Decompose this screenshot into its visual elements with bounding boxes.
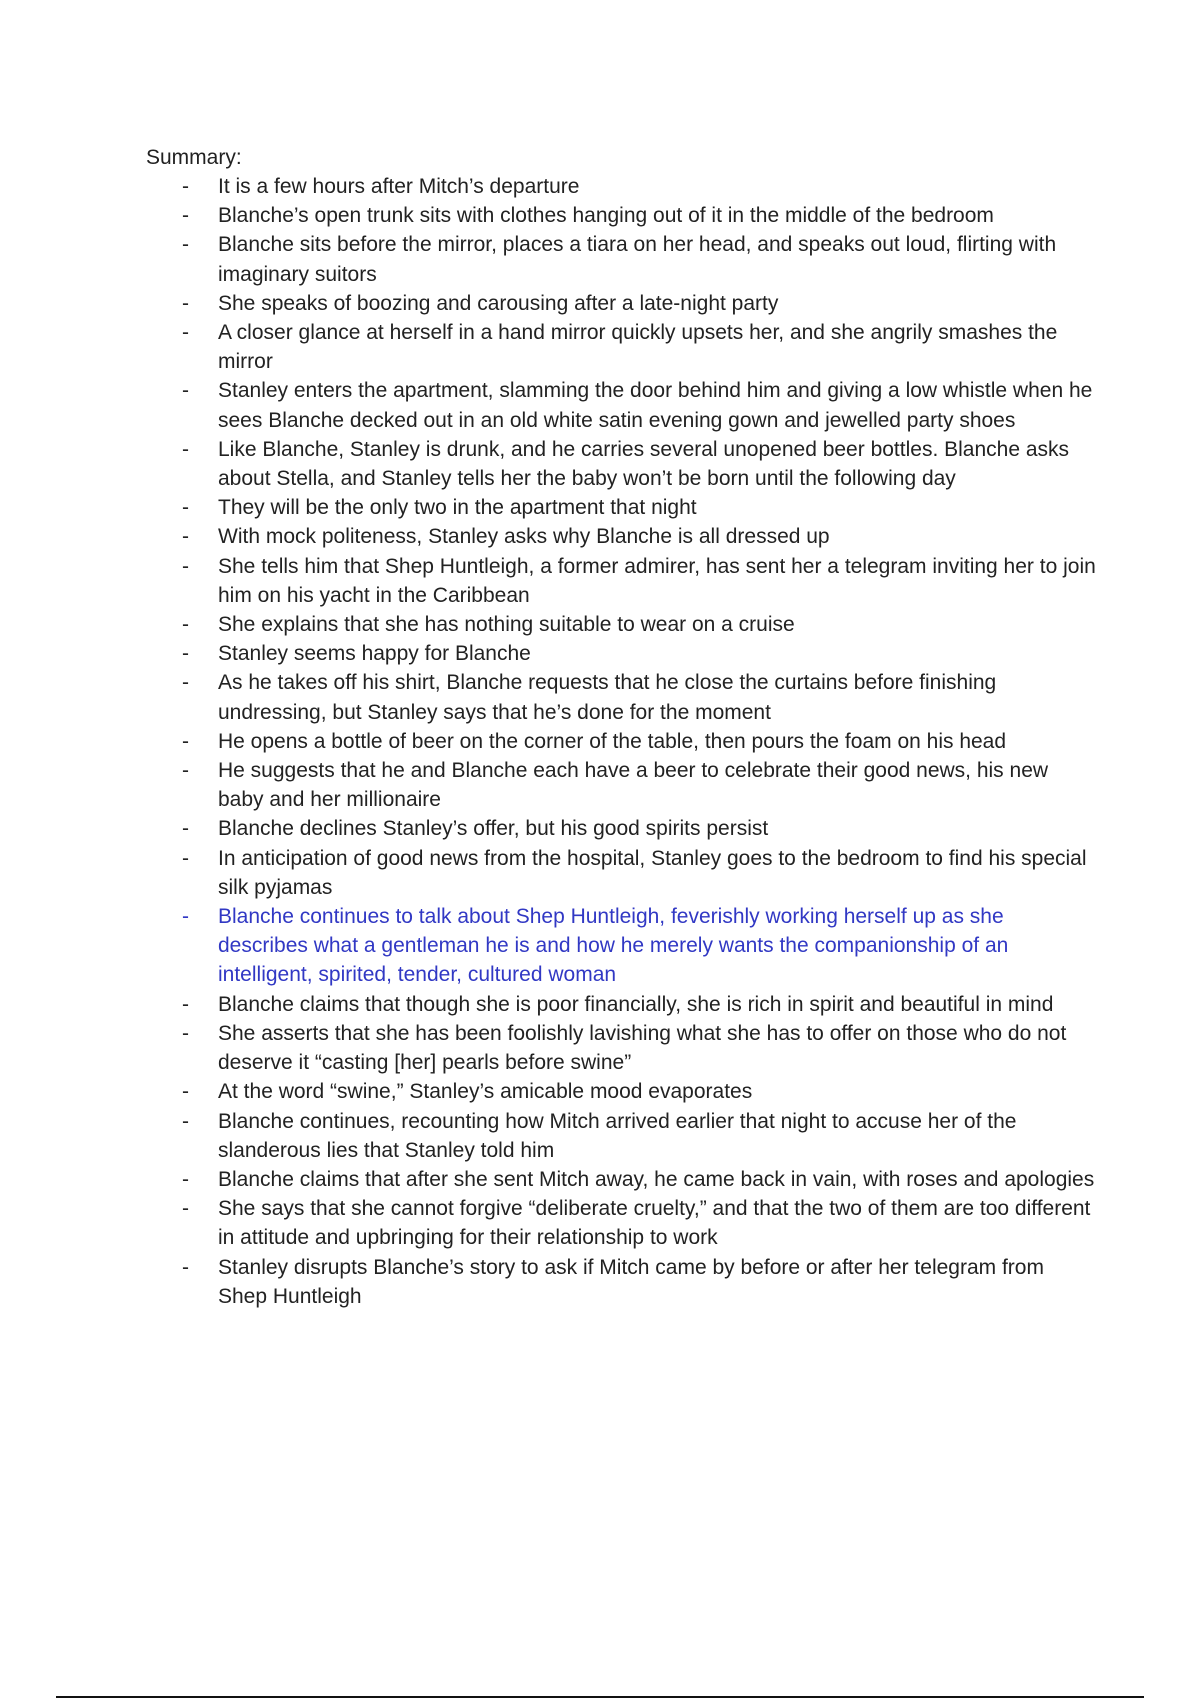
summary-bullet-item [146, 522, 1096, 551]
bullet-text: He suggests that he and Blanche each have a beer to celebrate their good news, his new baby and her millionaire [218, 759, 1049, 812]
bullet-dash: - [182, 846, 189, 870]
bullet-text: Blanche claims that though she is poor financially, she is rich in spirit and beautiful in mind [218, 992, 1054, 1016]
summary-bullet-list [146, 172, 1096, 1311]
bullet-text: He opens a bottle of beer on the corner of the table, then pours the foam on his head [218, 729, 1007, 753]
bullet-dash: - [182, 554, 189, 578]
summary-bullet-item [146, 990, 1096, 1019]
bullet-text: She says that she cannot forgive “deliberate cruelty,” and that the two of them are too different in attitude and upbringing for their relationship to work [218, 1197, 1091, 1250]
bullet-dash: - [182, 817, 189, 841]
summary-bullet-item [146, 668, 1096, 726]
bullet-text: Stanley seems happy for Blanche [218, 642, 531, 666]
bullet-text: A closer glance at herself in a hand mirror quickly upsets her, and she angrily smashes the mirror [218, 321, 1058, 374]
bullet-text: She speaks of boozing and carousing after a late-night party [218, 291, 779, 315]
bullet-dash: - [182, 1021, 189, 1045]
bullet-dash: - [182, 1197, 189, 1221]
bullet-dash: - [182, 204, 189, 228]
bullet-text: As he takes off his shirt, Blanche requests that he close the curtains before finishing undressing, but Stanley says that he’s done for the moment [218, 671, 997, 724]
summary-bullet-item [146, 1194, 1096, 1252]
bullet-dash: - [182, 1080, 189, 1104]
bullet-text: Stanley disrupts Blanche’s story to ask if Mitch came by before or after her telegram from Shep Huntleigh [218, 1255, 1044, 1308]
bullet-text: Blanche continues to talk about Shep Huntleigh, feverishly working herself up as she describes what a gentleman he is and how he merely wants the companionship of an intelligent, spirited, tender, cultured woman [218, 905, 1009, 987]
bullet-text: Stanley enters the apartment, slamming the door behind him and giving a low whistle when he sees Blanche decked out in an old white satin evening gown and jewelled party shoes [218, 379, 1093, 432]
summary-bullet-item [146, 639, 1096, 668]
bullet-dash: - [182, 1109, 189, 1133]
bullet-dash: - [182, 379, 189, 403]
bullet-dash: - [182, 759, 189, 783]
summary-bullet-item [146, 201, 1096, 230]
summary-bullet-item [146, 1253, 1096, 1311]
summary-bullet-item [146, 289, 1096, 318]
bullet-text: They will be the only two in the apartment that night [218, 496, 697, 520]
bullet-dash: - [182, 175, 189, 198]
summary-bullet-item [146, 727, 1096, 756]
bullet-dash: - [182, 496, 189, 520]
summary-bullet-item [146, 610, 1096, 639]
summary-bullet-item [146, 318, 1096, 376]
summary-bullet-item [146, 552, 1096, 610]
summary-bullet-item [146, 814, 1096, 843]
summary-bullet-item [146, 172, 1096, 201]
summary-bullet-item [146, 1019, 1096, 1077]
bullet-text: She tells him that Shep Huntleigh, a former admirer, has sent her a telegram inviting her to join him on his yacht in the Caribbean [218, 554, 1096, 607]
bullet-text: Blanche continues, recounting how Mitch arrived earlier that night to accuse her of the slanderous lies that Stanley told him [218, 1109, 1017, 1162]
bullet-dash: - [182, 729, 189, 753]
bullet-text: At the word “swine,” Stanley’s amicable mood evaporates [218, 1080, 753, 1104]
bullet-dash: - [182, 905, 189, 929]
bullet-text: Blanche claims that after she sent Mitch away, he came back in vain, with roses and apologies [218, 1167, 1095, 1191]
bullet-text: Blanche sits before the mirror, places a tiara on her head, and speaks out loud, flirting with imaginary suitors [218, 233, 1057, 286]
summary-bullet-item [146, 1077, 1096, 1106]
bullet-dash: - [182, 1167, 189, 1191]
bullet-text: It is a few hours after Mitch’s departure [218, 175, 580, 198]
bullet-dash: - [182, 525, 189, 549]
bullet-dash: - [182, 437, 189, 461]
bullet-dash: - [182, 1255, 189, 1279]
bullet-dash: - [182, 992, 189, 1016]
bullet-dash: - [182, 291, 189, 315]
summary-bullet-item [146, 844, 1096, 902]
bullet-dash: - [182, 321, 189, 345]
bullet-dash: - [182, 642, 189, 666]
bullet-text: Blanche’s open trunk sits with clothes hanging out of it in the middle of the bedroom [218, 204, 994, 228]
bullet-text: She asserts that she has been foolishly lavishing what she has to offer on those who do not deserve it “casting [her] pearls before swine” [218, 1021, 1067, 1075]
summary-bullet-item [146, 902, 1096, 990]
bullet-text: In anticipation of good news from the hospital, Stanley goes to the bedroom to find his special silk pyjamas [218, 846, 1087, 899]
summary-bullet-item [146, 493, 1096, 522]
bullet-dash: - [182, 613, 189, 637]
bullet-dash: - [182, 671, 189, 695]
page-bottom-rule [56, 1696, 1144, 1698]
bullet-text: She explains that she has nothing suitable to wear on a cruise [218, 613, 795, 637]
bullet-dash: - [182, 233, 189, 257]
document-body [146, 143, 1096, 1311]
summary-bullet-item [146, 1165, 1096, 1194]
summary-bullet-item [146, 376, 1096, 434]
summary-bullet-item [146, 1107, 1096, 1165]
summary-bullet-item [146, 435, 1096, 493]
summary-bullet-item [146, 756, 1096, 814]
bullet-text: Like Blanche, Stanley is drunk, and he carries several unopened beer bottles. Blanche asks about Stella, and Stanley tells her the baby won’t be born until the following day [218, 437, 1070, 491]
summary-heading: Summary: [146, 146, 242, 169]
bullet-text: Blanche declines Stanley’s offer, but his good spirits persist [218, 817, 769, 841]
summary-bullet-item [146, 230, 1096, 288]
bullet-text: With mock politeness, Stanley asks why Blanche is all dressed up [218, 525, 830, 549]
